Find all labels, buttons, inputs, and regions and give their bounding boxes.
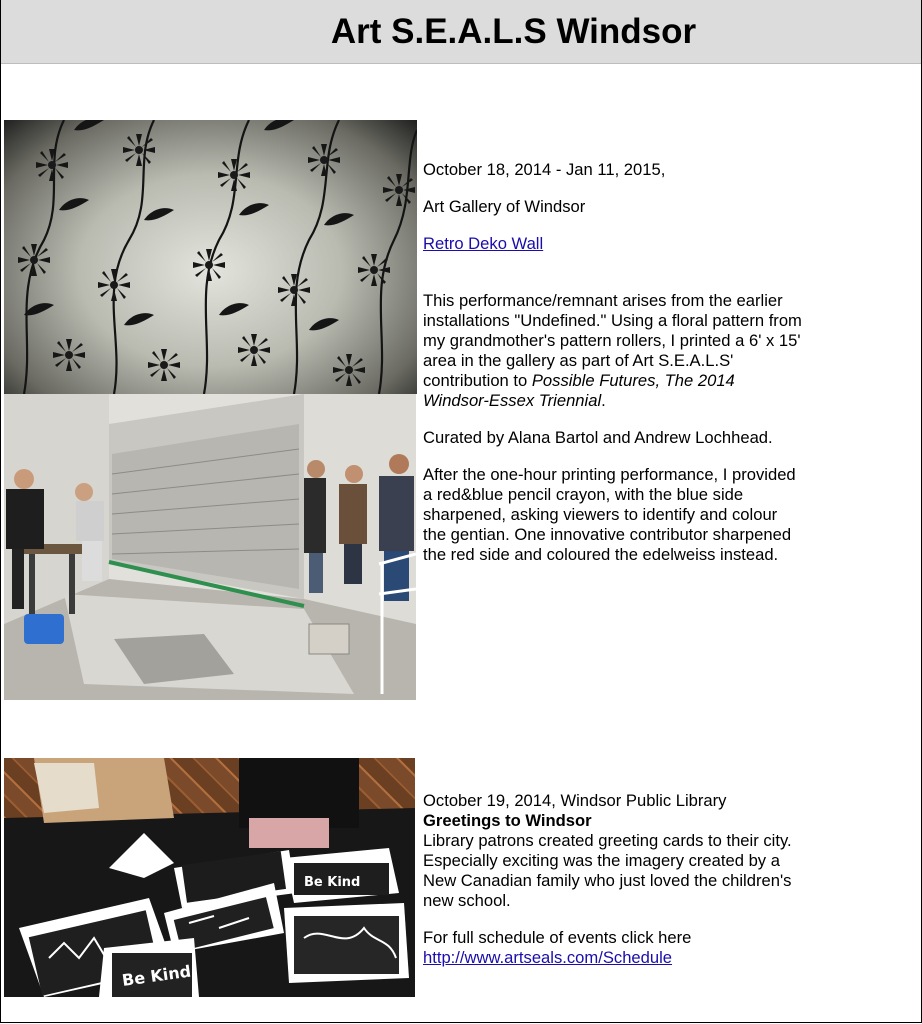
page-title: Art S.E.A.L.S Windsor [330, 12, 697, 51]
gallery-scene [4, 394, 416, 700]
greeting-cards-photo [4, 758, 415, 997]
event2-description: Library patrons created greeting cards to their city. Especially exciting was the imagery created by a New Canadian family who just loved the children's new school. [423, 831, 792, 910]
card-text: Be Kind [304, 875, 361, 890]
event2-title: Greetings to Windsor [423, 811, 592, 830]
event1-text [423, 160, 803, 565]
event1-venue: Art Gallery of Windsor [423, 197, 586, 216]
schedule-text: For full schedule of events click here [423, 928, 692, 947]
retro-deko-wall-link[interactable]: Retro Deko Wall [423, 234, 544, 253]
event1-description: This performance/remnant arises from the earlier installations "Undefined." Using a floral pattern from my grandmother's pattern rollers, I printed a 6' x 15' area in the gallery as part of Art S.E.A.L.S' contribution to Possible Futures, The 2014 Windsor-Essex Triennial. [423, 291, 802, 410]
event1-curators: Curated by Alana Bartol and Andrew Lochhead. [423, 428, 773, 447]
event1-performance-note: After the one-hour printing performance, I provided a red&blue pencil crayon, with the blue side sharpened, asking viewers to identify and colour the gentian. One innovative contributor sharpened the red side and coloured the edelweiss instead. [423, 465, 796, 564]
gallery-photo [4, 394, 416, 700]
event1-dates: October 18, 2014 - Jan 11, 2015, [423, 160, 666, 179]
wallpaper-pattern [4, 120, 417, 394]
card-text: Be Kind [120, 961, 193, 990]
event2-text [423, 791, 803, 968]
wallpaper-photo [4, 120, 417, 394]
page-header [1, 0, 921, 64]
schedule-link[interactable]: http://www.artseals.com/Schedule [423, 948, 673, 967]
event2-date-line: October 19, 2014, Windsor Public Library [423, 791, 727, 810]
cards-scene [4, 758, 415, 997]
